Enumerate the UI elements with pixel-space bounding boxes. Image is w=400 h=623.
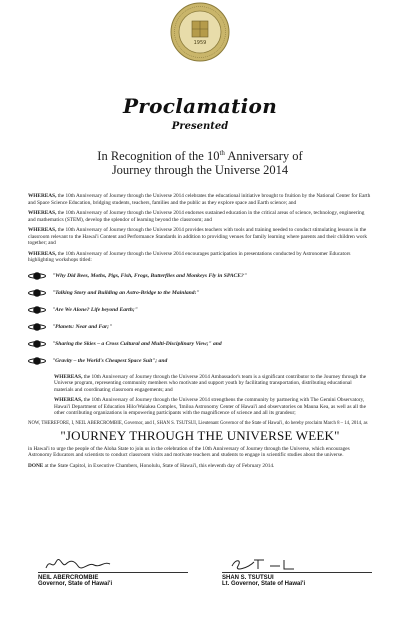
saturn-planet-icon [28,338,46,350]
whereas-paragraph: WHEREAS, the 10th Anniversary of Journey through the Universe 2014 endorses sustained education in the critical areas of science, technology, engineering and mathematics (STEM), develop the splendor of learning beyond the classroom; and [28,210,365,223]
saturn-planet-icon [28,287,46,299]
closing-paragraph: in Hawai'i to urge the people of the Aloha State to join us in the celebration of the 10th Anniversary of Journey through the Universe, which encourages Astronomy Educators and scientists to conduct classroom visits and motivate teachers and students to engage in scientific studies about the universe. [28,445,350,458]
workshop-item: "Gravity – the World's Cheapest Space Suit"; and [28,353,372,370]
week-title: "JOURNEY THROUGH THE UNIVERSE WEEK" [60,428,340,443]
now-therefore-paragraph: NOW, THEREFORE, I, NEIL ABERCROMBIE, Governor, and I, SHAN S. TSUTSUI, Lieutenant Governor of the State of Hawai'i, do hereby proclaim March 8 – 14, 2014, as [28,420,368,426]
governor-signature [38,556,188,587]
workshop-item: "Sharing the Skies – a Cross Cultural and Multi-Disciplinary View;" and [28,336,372,353]
recognition-heading: In Recognition of the 10th Anniversary of Journey through the Universe 2014 [97,149,303,178]
whereas-paragraph: WHEREAS, the 10th Anniversary of Journey through the Universe 2014 encourages participation in presentations conducted by Astronomer Educators highlighting workshops titled: [28,250,351,263]
handwritten-signature-icon [228,556,308,572]
saturn-planet-icon [28,355,46,367]
done-paragraph: DONE at the State Capitol, in Executive Chambers, Honolulu, State of Hawai'i, this eleventh day of February 2014. [28,462,275,469]
seal-year: 1959 [193,40,207,46]
state-seal-icon [170,2,230,62]
lt-governor-name: SHAN S. TSUTSUI [222,575,274,581]
proclamation-body [28,193,372,473]
saturn-planet-icon [28,304,46,316]
whereas-paragraph: WHEREAS, the 10th Anniversary of Journey through the Universe 2014 strengthens the community by partnering with The Gemini Observatory, Hawai'i Department of Education Hilo/Waiakea Complex, 'Imiloa Astronomy Center of Hawai'i and observatories on Mauna Kea, as well as all the other contributing organizations in empowering participants with the magnificence of science and all its grandeur; [54,397,366,416]
whereas-paragraph: WHEREAS, the 10th Anniversary of Journey through the Universe 2014 Ambassador's team is a significant contributor to the Journey through the Universe program, representing community members who motivate and support youth by facilitating transportation, distributing educational materials and coordinating classroom engagements; and [54,373,367,393]
presented-label: Presented [171,121,229,132]
saturn-planet-icon [28,270,46,282]
lt-governor-title: Lt. Governor, State of Hawai'i [222,581,306,587]
workshop-list [28,268,372,370]
governor-name: NEIL ABERCROMBIE [38,575,99,581]
governor-title: Governor, State of Hawai'i [38,581,113,587]
whereas-paragraph: WHEREAS, the 10th Anniversary of Journey through the Universe 2014 celebrates the educational initiative brought to fruition by the National Center for Earth and Space Science Education, bridging students, teachers, families and the public as they explore space and Earth science; and [28,193,371,206]
saturn-planet-icon [28,321,46,333]
workshop-item: "Why Did Bees, Moths, Pigs, Fish, Frogs, Butterflies and Monkeys Fly in SPACE?" [28,268,372,285]
whereas-paragraph: WHEREAS, the 10th Anniversary of Journey through the Universe 2014 provides teachers with tools and training needed to conduct stimulating lessons in the classroom relevant to the Hawai'i Content and Performance Standards in addition to providing venues for family learning where parents and their children work together; and [28,227,367,246]
lt-governor-signature [222,556,372,587]
signature-block [28,556,372,606]
workshop-item: "Planets: Near and Far;" [28,319,372,336]
workshop-item: "Are We Alone? Life beyond Earth;" [28,302,372,319]
workshop-item: "Talking Story and Building an Astro-Bridge to the Mainland:" [28,285,372,302]
proclamation-title: Proclamation [122,94,278,118]
handwritten-signature-icon [44,556,114,572]
